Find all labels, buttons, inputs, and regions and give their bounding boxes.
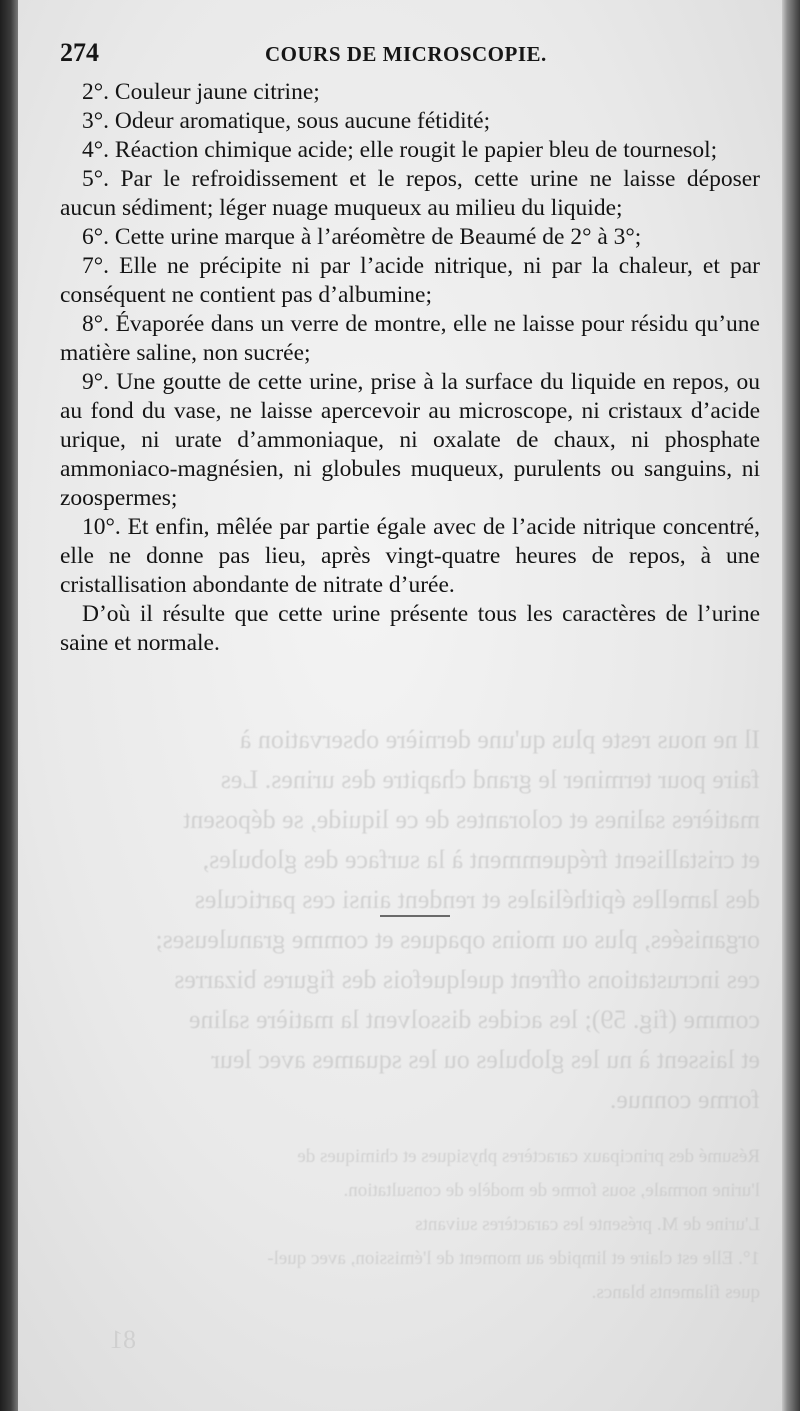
bleed-through-footnotes: Résumé des principaux caractères physiques et chimiques de l'urine normale, sous forme de modèle de consultation. L'urine de M. présente les caractères suivants 1°. Elle est claire et limpide au moment de l'émission, avec quel- ques filaments blancs. [267, 1146, 760, 1303]
paragraph-item-7: 7°. Elle ne précipite ni par l’acide nitrique, ni par la chaleur, et par conséquent ne contient pas d’albumine; [60, 253, 760, 308]
body-text [60, 78, 760, 658]
bleed-through-text: Il ne nous reste plus qu'une dernière observation à faire pour terminer le grand chapitre des urines. Les matières salines et colorantes de ce liquide, se déposent et cristallisent fréquemment à la surface des globules, des lamelles épithéliales et rendent ainsi ces particules organisées, plus ou moins opaques et comme granuleuses; ces incrustations offrent quelquefois des figures bizarres comme (fig. 59); les acides dissolvent la matière saline et laissent à nu les globules ou les squames avec leur forme connue. [155, 725, 760, 1114]
paragraph-item-8: 8°. Évaporée dans un verre de montre, elle ne laisse pour résidu qu’une matière saline, non sucrée; [60, 311, 760, 366]
paragraph-item-6: 6°. Cette urine marque à l’aréomètre de Beaumé de 2° à 3°; [82, 224, 642, 250]
bleed-through-rule [380, 915, 450, 917]
running-head: COURS DE MICROSCOPIE. [265, 42, 547, 66]
bleed-through-folio: 81 [110, 1325, 136, 1354]
paragraph-item-2: 2°. Couleur jaune citrine; [82, 79, 320, 105]
paragraph-item-5: 5°. Par le refroidissement et le repos, cette urine ne laisse déposer aucun sédiment; léger nuage muqueux au milieu du liquide; [60, 166, 760, 221]
scan-edge-left [0, 0, 18, 1411]
page-header [60, 38, 760, 74]
page-number: 274 [60, 38, 99, 67]
paragraph-conclusion: D’où il résulte que cette urine présente tous les caractères de l’urine saine et normale. [60, 601, 760, 656]
paragraph-item-10: 10°. Et enfin, mêlée par partie égale avec de l’acide nitrique concentré, elle ne donne pas lieu, après vingt-quatre heures de repos, à une cristallisation abondante de nitrate d’urée. [60, 514, 760, 598]
scan-edge-right [782, 0, 800, 1411]
paragraph-item-3: 3°. Odeur aromatique, sous aucune fétidité; [82, 108, 491, 134]
paragraph-item-9: 9°. Une goutte de cette urine, prise à la surface du liquide en repos, ou au fond du vase, ne laisse apercevoir au microscope, ni cristaux d’acide urique, ni urate d’ammoniaque, ni oxalate de chaux, ni phosphate ammoniaco-magnésien, ni globules muqueux, purulents ou sanguins, ni zoospermes; [60, 369, 760, 511]
paragraph-item-4: 4°. Réaction chimique acide; elle rougit le papier bleu de tournesol; [82, 137, 718, 163]
